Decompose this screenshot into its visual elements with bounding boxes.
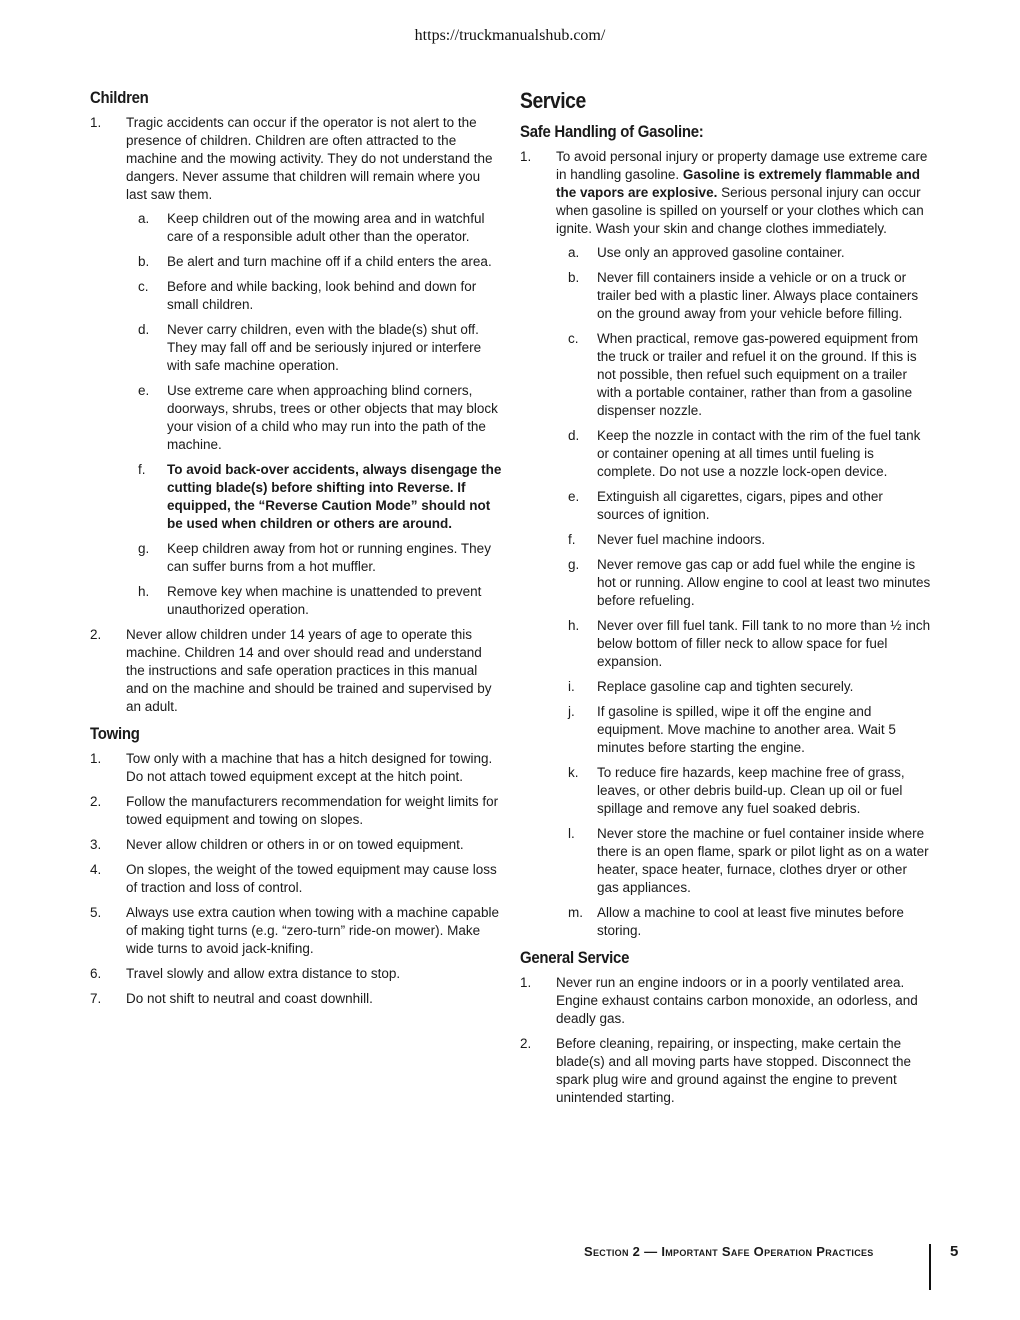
item-number: 1. [520,149,532,164]
sub-letter: h. [138,584,150,599]
sub-item [126,540,502,576]
sub-letter: l. [568,826,575,841]
sub-text: Keep children out of the mowing area and in watchful care of a responsible adult other than the operator. [167,211,485,244]
sub-letter: c. [138,279,149,294]
sub-text-warning: To avoid back-over accidents, always disengage the cutting blade(s) before shifting into Reverse. If equipped, the “Reverse Caution Mode” should not be used when children or others are around. [167,462,502,531]
list-item [90,990,502,1008]
sub-letter: d. [568,428,580,443]
item-number: 2. [520,1036,532,1051]
item-number: 1. [90,751,102,766]
item-number: 1. [90,115,102,130]
sub-letter: g. [568,557,580,572]
sub-letter: h. [568,618,580,633]
sub-letter: k. [568,765,579,780]
children-heading: Children [90,88,149,107]
sub-text: Never fill containers inside a vehicle or on a truck or trailer bed with a plastic liner. Always place containers on the ground away from your vehicle before filling. [597,270,919,321]
item-number: 2. [90,794,102,809]
item-text: Never allow children or others in or on towed equipment. [126,837,464,852]
sub-text: When practical, remove gas-powered equipment from the truck or trailer and refuel it on the ground. If this is not possible, then refuel such equipment on a trailer with a portable container, rather than from a gasoline dispenser nozzle. [597,331,919,418]
list-item [90,750,502,786]
sub-item [556,269,932,323]
list-item [90,861,502,897]
sub-item [556,244,932,262]
sub-letter: a. [138,211,150,226]
sub-text: Never remove gas cap or add fuel while the engine is hot or running. Allow engine to cool at least two minutes before refueling. [597,557,931,608]
sub-text: Use extreme care when approaching blind corners, doorways, shrubs, trees or other objects that may block your vision of a child who may run into the path of the machine. [167,383,498,452]
sub-text: Before and while backing, look behind and down for small children. [167,279,477,312]
sub-item [556,427,932,481]
sub-text: Keep the nozzle in contact with the rim of the fuel tank or container opening at all times until fueling is complete. Do not use a nozzle lock-open device. [597,428,921,479]
page-number: 5 [950,1243,959,1260]
item-number: 1. [520,975,532,990]
item-number: 3. [90,837,102,852]
item-text: Travel slowly and allow extra distance to stop. [126,966,401,981]
list-item [90,793,502,829]
gasoline-sublist [556,244,932,940]
source-url: https://truckmanualshub.com/ [414,27,606,44]
sub-letter: i. [568,679,575,694]
list-item [90,836,502,854]
sub-letter: j. [568,704,575,719]
footer-divider [929,1244,931,1290]
item-text: Never allow children under 14 years of age to operate this machine. Children 14 and over should read and understand the instructions and safe operation practices in this manual and on the machine and should be trained and supervised by an adult. [126,627,492,714]
footer-section-title: Section 2 — Important Safe Operation Practices [584,1244,874,1259]
sub-text: To reduce fire hazards, keep machine free of grass, leaves, or other debris build-up. Clean up oil or fuel spillage and remove any fuel soaked debris. [597,765,905,816]
sub-text: Use only an approved gasoline container. [597,245,845,260]
list-item [90,965,502,983]
general-service-heading: General Service [520,948,630,967]
sub-letter: g. [138,541,150,556]
sub-item [126,253,502,271]
item-text-end: Serious personal injury can occur when gasoline is spilled on yourself or your clothes which can ignite. Wash your skin and change clothes immediately. [556,185,924,236]
list-item [520,974,932,1028]
sub-item [126,382,502,454]
sub-item [556,330,932,420]
sub-text: Never store the machine or fuel container inside where there is an open flame, spark or pilot light as on a water heater, space heater, furnace, clothes dryer or other gas appliances. [597,826,929,895]
sub-item [126,321,502,375]
sub-text: Never carry children, even with the blade(s) shut off. They may fall off and be seriously injured or interfere with safe machine operation. [167,322,482,373]
item-text: Tragic accidents can occur if the operator is not alert to the presence of children. Children are often attracted to the machine and the mowing activity. They do not understand the dangers. Never assume that children will remain where you last saw them. [126,115,493,202]
item-text: Tow only with a machine that has a hitch designed for towing. Do not attach towed equipment except at the hitch point. [126,751,493,784]
sub-text: If gasoline is spilled, wipe it off the engine and equipment. Move machine to another area. Wait 5 minutes before starting the engine. [597,704,896,755]
item-text: On slopes, the weight of the towed equipment may cause loss of traction and loss of control. [126,862,497,895]
children-sublist [126,210,502,619]
sub-letter: m. [568,905,583,920]
sub-text: Extinguish all cigarettes, cigars, pipes and other sources of ignition. [597,489,883,522]
sub-letter: f. [138,462,146,477]
sub-item [126,461,502,533]
item-text [556,148,932,238]
sub-item [126,278,502,314]
sub-text: Never over fill fuel tank. Fill tank to no more than ½ inch below bottom of filler neck to allow space for fuel expansion. [597,618,931,669]
list-item [90,904,502,958]
sub-item [556,617,932,671]
sub-letter: b. [138,254,150,269]
sub-item [556,531,932,549]
item-number: 5. [90,905,102,920]
list-item [520,1035,932,1107]
sub-letter: f. [568,532,576,547]
sub-item [556,703,932,757]
sub-item [126,583,502,619]
list-item [90,114,502,619]
item-text-start: To avoid personal injury or property damage use extreme care in handling gasoline. [556,149,928,182]
list-item [520,148,932,940]
item-number: 2. [90,627,102,642]
sub-text: Be alert and turn machine off if a child enters the area. [167,254,492,269]
item-text: Before cleaning, repairing, or inspecting, make certain the blade(s) and all moving parts have stopped. Disconnect the spark plug wire and ground against the engine to prevent unintended starting. [556,1036,911,1105]
list-item [90,626,502,716]
sub-letter: d. [138,322,150,337]
general-service-list [520,974,932,1107]
sub-item [556,488,932,524]
sub-text: Keep children away from hot or running engines. They can suffer burns from a hot muffler. [167,541,491,574]
towing-heading: Towing [90,724,140,743]
item-text-warning: Gasoline is extremely flammable and the vapors are explosive. [556,167,920,200]
children-list [90,114,502,716]
sub-text: Allow a machine to cool at least five minutes before storing. [597,905,904,938]
item-text: Follow the manufacturers recommendation for weight limits for towed equipment and towing on slopes. [126,794,499,827]
sub-item [556,825,932,897]
sub-letter: a. [568,245,580,260]
sub-letter: e. [568,489,580,504]
sub-item [556,556,932,610]
sub-text: Never fuel machine indoors. [597,532,766,547]
item-number: 7. [90,991,102,1006]
sub-text: Remove key when machine is unattended to prevent unauthorized operation. [167,584,482,617]
item-text: Do not shift to neutral and coast downhill. [126,991,373,1006]
service-heading: Service [520,88,586,113]
sub-letter: c. [568,331,579,346]
sub-letter: b. [568,270,580,285]
item-text: Never run an engine indoors or in a poorly ventilated area. Engine exhaust contains carbon monoxide, an odorless, and deadly gas. [556,975,918,1026]
sub-item [556,764,932,818]
item-number: 4. [90,862,102,877]
towing-list [90,750,502,1008]
gasoline-heading: Safe Handling of Gasoline: [520,122,704,141]
gasoline-list [520,148,932,940]
sub-letter: e. [138,383,150,398]
sub-item [126,210,502,246]
right-column [520,88,932,1115]
item-text: Always use extra caution when towing with a machine capable of making tight turns (e.g. “zero-turn” ride-on mower). Make wide turns to avoid jack-knifing. [126,905,499,956]
item-number: 6. [90,966,102,981]
sub-item [556,904,932,940]
sub-item [556,678,932,696]
left-column [90,88,502,1016]
sub-text: Replace gasoline cap and tighten securely. [597,679,854,694]
